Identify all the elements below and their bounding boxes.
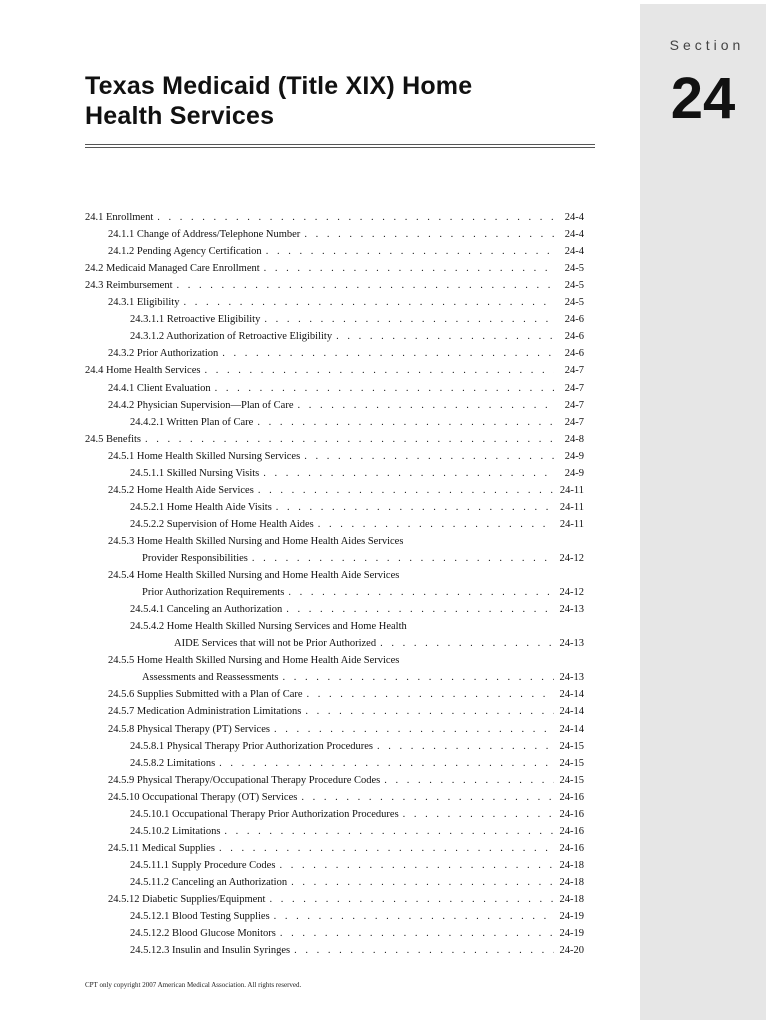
- toc-entry[interactable]: [130, 519, 584, 535]
- toc-entry-page: 24-4: [564, 212, 584, 223]
- toc-entry[interactable]: [130, 911, 584, 927]
- toc-entry-title: 24.5.1.1 Skilled Nursing Visits: [130, 467, 260, 479]
- toc-dot-leader: [274, 724, 554, 735]
- toc-entry-page: 24-13: [559, 638, 584, 650]
- toc-entry[interactable]: [108, 383, 584, 399]
- toc-dot-leader: [222, 348, 554, 359]
- toc-entry[interactable]: [108, 348, 584, 364]
- toc-entry[interactable]: [130, 826, 584, 842]
- toc-entry[interactable]: [108, 536, 403, 552]
- toc-entry[interactable]: [85, 263, 584, 279]
- toc-entry-page: 24-7: [564, 416, 584, 428]
- toc-entry-page: 24-18: [559, 894, 584, 905]
- toc-entry-title: 24.5.10 Occupational Therapy (OT) Services: [108, 791, 298, 803]
- toc-entry[interactable]: [142, 587, 584, 603]
- toc-entry-title: 24.3.1.2 Authorization of Retroactive Eligibility: [130, 331, 333, 343]
- toc-entry-title: 24.5.2.1 Home Health Aide Visits: [130, 501, 272, 513]
- toc-dot-leader: [177, 280, 555, 291]
- toc-entry-page: 24-5: [564, 280, 584, 292]
- toc-entry[interactable]: [142, 672, 584, 688]
- toc-entry-page: 24-16: [559, 825, 584, 837]
- toc-dot-leader: [318, 519, 554, 530]
- toc-entry[interactable]: [108, 400, 584, 416]
- toc-entry-page: 24-9: [564, 450, 584, 462]
- toc-dot-leader: [377, 741, 554, 752]
- toc-entry-title: 24.5.4.1 Canceling an Authorization: [130, 604, 283, 616]
- toc-entry-title: 24.5.6 Supplies Submitted with a Plan of Care: [108, 689, 303, 701]
- toc-entry-title: 24.5.9 Physical Therapy/Occupational Therapy Procedure Codes: [108, 774, 381, 786]
- toc-entry[interactable]: [108, 485, 584, 501]
- toc-entry-title: 24.5.7 Medication Administration Limitations: [108, 706, 302, 718]
- toc-dot-leader: [157, 212, 554, 223]
- toc-entry[interactable]: [85, 365, 584, 381]
- toc-dot-leader: [252, 553, 554, 564]
- toc-entry[interactable]: [130, 860, 584, 876]
- section-label: Section: [669, 37, 745, 53]
- toc-entry[interactable]: [130, 809, 584, 825]
- toc-dot-leader: [301, 792, 554, 803]
- toc-entry-title: 24.1.1 Change of Address/Telephone Number: [108, 229, 301, 241]
- toc-entry-title: 24.5.11 Medical Supplies: [108, 842, 215, 854]
- toc-entry-page: 24-11: [559, 501, 584, 513]
- toc-dot-leader: [280, 928, 554, 939]
- toc-entry-title: 24.2 Medicaid Managed Care Enrollment: [85, 263, 260, 275]
- toc-dot-leader: [266, 246, 554, 257]
- toc-entry[interactable]: [130, 621, 407, 637]
- toc-entry-title: 24.5.2.2 Supervision of Home Health Aides: [130, 518, 314, 530]
- toc-dot-leader: [297, 400, 554, 411]
- section-number: 24: [670, 66, 736, 131]
- toc-entry-title: 24.5.12.2 Blood Glucose Monitors: [130, 928, 276, 940]
- toc-entry-title: 24.5.1 Home Health Skilled Nursing Services: [108, 450, 301, 462]
- toc-dot-leader: [304, 229, 554, 240]
- toc-dot-leader: [307, 689, 554, 700]
- toc-dot-leader: [304, 451, 554, 462]
- toc-entry-title: 24.5.4 Home Health Skilled Nursing and Home Health Aide Services: [108, 570, 400, 582]
- toc-entry[interactable]: [85, 280, 584, 296]
- toc-entry-page: 24-15: [559, 740, 584, 752]
- toc-entry-page: 24-16: [559, 808, 584, 820]
- toc-dot-leader: [215, 383, 554, 394]
- toc-entry-title: AIDE Services that will not be Prior Authorized: [174, 638, 377, 650]
- toc-dot-leader: [291, 877, 554, 888]
- toc-entry[interactable]: [108, 655, 399, 671]
- toc-entry[interactable]: [108, 894, 584, 910]
- toc-dot-leader: [286, 604, 554, 615]
- toc-dot-leader: [257, 417, 554, 428]
- toc-entry-page: 24-7: [564, 365, 584, 377]
- toc-entry[interactable]: [108, 724, 584, 740]
- toc-entry-title: 24.5.12 Diabetic Supplies/Equipment: [108, 894, 266, 905]
- toc-entry-title: 24.5.5 Home Health Skilled Nursing and Home Health Aide Services: [108, 655, 400, 667]
- toc-dot-leader: [288, 587, 554, 598]
- toc-entry[interactable]: [108, 843, 584, 859]
- toc-entry[interactable]: [108, 229, 584, 245]
- toc-entry-page: 24-15: [559, 774, 584, 786]
- toc-entry-title: 24.3 Reimbursement: [85, 280, 173, 292]
- toc-entry[interactable]: [130, 468, 584, 484]
- toc-entry[interactable]: [108, 246, 584, 262]
- toc-entry-page: 24-20: [559, 945, 584, 957]
- toc-entry-page: 24-12: [559, 587, 584, 599]
- toc-entry-title: 24.3.1.1 Retroactive Eligibility: [130, 314, 261, 326]
- copyright-footer: CPT only copyright 2007 American Medical Association. All rights reserved.: [85, 981, 302, 989]
- toc-entry-page: 24-6: [564, 331, 584, 343]
- toc-entry-title: 24.1 Enrollment: [85, 212, 154, 223]
- toc-entry-page: 24-18: [559, 859, 584, 871]
- toc-dot-leader: [384, 775, 554, 786]
- toc-entry-title: 24.5.10.1 Occupational Therapy Prior Authorization Procedures: [130, 808, 399, 820]
- toc-entry-title: 24.5.2 Home Health Aide Services: [108, 484, 254, 496]
- toc-dot-leader: [276, 502, 554, 513]
- toc-entry[interactable]: [130, 314, 584, 330]
- toc-entry[interactable]: [130, 417, 584, 433]
- toc-entry[interactable]: [130, 758, 584, 774]
- toc-entry[interactable]: [108, 792, 584, 808]
- toc-entry[interactable]: [108, 706, 584, 722]
- toc-entry-page: 24-14: [559, 706, 584, 718]
- toc-entry[interactable]: [130, 741, 584, 757]
- toc-entry-page: 24-5: [564, 263, 584, 275]
- toc-entry-title: 24.3.1 Eligibility: [108, 297, 180, 309]
- toc-entry-title: 24.5.12.1 Blood Testing Supplies: [130, 911, 270, 923]
- toc-entry[interactable]: [108, 297, 584, 313]
- toc-entry[interactable]: [85, 212, 584, 228]
- toc-dot-leader: [269, 894, 554, 905]
- toc-entry-title: 24.5.10.2 Limitations: [130, 825, 221, 837]
- toc-entry-title: 24.5.11.1 Supply Procedure Codes: [130, 859, 276, 871]
- toc-entry-page: 24-9: [564, 467, 584, 479]
- toc-entry-page: 24-11: [559, 484, 584, 496]
- toc-entry[interactable]: [130, 331, 584, 347]
- toc-dot-leader: [279, 860, 554, 871]
- toc-entry-title: 24.5.8 Physical Therapy (PT) Services: [108, 723, 270, 735]
- toc-entry-page: 24-8: [564, 433, 584, 445]
- toc-dot-leader: [264, 263, 554, 274]
- toc-entry-title: 24.5.8.1 Physical Therapy Prior Authorization Procedures: [130, 740, 374, 752]
- toc-dot-leader: [258, 485, 554, 496]
- toc-entry-page: 24-18: [559, 876, 584, 888]
- toc-dot-leader: [219, 758, 554, 769]
- title-line-1: Texas Medicaid (Title XIX) Home: [85, 72, 473, 100]
- toc-entry[interactable]: [108, 689, 584, 705]
- toc-entry-title: 24.4.1 Client Evaluation: [108, 382, 211, 394]
- toc-entry-page: 24-6: [564, 348, 584, 360]
- toc-entry-page: 24-19: [559, 911, 584, 923]
- toc-entry-page: 24-14: [559, 723, 584, 735]
- toc-entry-page: 24-4: [564, 229, 584, 241]
- toc-entry[interactable]: [85, 434, 584, 450]
- toc-entry-title: Prior Authorization Requirements: [142, 587, 285, 599]
- toc-entry-title: 24.4 Home Health Services: [85, 365, 201, 377]
- toc-entry-page: 24-14: [559, 689, 584, 701]
- toc-entry[interactable]: [130, 502, 584, 518]
- toc-entry-page: 24-13: [559, 672, 584, 684]
- toc-entry-page: 24-13: [559, 604, 584, 616]
- toc-dot-leader: [283, 672, 555, 683]
- toc-entry-page: 24-6: [564, 314, 584, 326]
- toc-entry[interactable]: [130, 928, 584, 944]
- toc-entry-title: 24.4.2.1 Written Plan of Care: [130, 416, 254, 428]
- toc-entry[interactable]: [108, 570, 399, 586]
- toc-entry[interactable]: [174, 638, 584, 654]
- toc-dot-leader: [183, 297, 554, 308]
- toc-dot-leader: [380, 638, 554, 649]
- toc-dot-leader: [294, 945, 554, 956]
- toc-dot-leader: [403, 809, 554, 820]
- toc-dot-leader: [145, 434, 554, 445]
- toc-entry-page: 24-7: [564, 399, 584, 411]
- toc-dot-leader: [219, 843, 554, 854]
- toc-entry-page: 24-5: [564, 297, 584, 309]
- toc-entry-title: Provider Responsibilities: [142, 553, 248, 564]
- toc-dot-leader: [274, 911, 554, 922]
- toc-entry-title: 24.4.2 Physician Supervision—Plan of Care: [108, 399, 294, 411]
- toc-dot-leader: [264, 314, 554, 325]
- toc-entry-title: 24.5.11.2 Canceling an Authorization: [130, 876, 288, 888]
- toc-entry-title: 24.5 Benefits: [85, 433, 141, 445]
- toc-entry[interactable]: [142, 553, 584, 569]
- toc-entry-page: 24-15: [559, 757, 584, 769]
- toc-dot-leader: [224, 826, 554, 837]
- toc-entry[interactable]: [108, 775, 584, 791]
- title-line-2: Health Services: [85, 102, 275, 130]
- toc-entry-title: 24.1.2 Pending Agency Certification: [108, 246, 262, 258]
- toc-entry-page: 24-19: [559, 928, 584, 940]
- toc-entry-title: 24.5.12.3 Insulin and Insulin Syringes: [130, 945, 291, 957]
- toc-dot-leader: [305, 706, 554, 717]
- toc-entry[interactable]: [130, 877, 584, 893]
- toc-entry-page: 24-16: [559, 791, 584, 803]
- toc-entry-page: 24-16: [559, 842, 584, 854]
- toc-entry-title: Assessments and Reassessments: [142, 672, 279, 684]
- toc-entry[interactable]: [108, 451, 584, 467]
- toc-entry-page: 24-7: [564, 382, 584, 394]
- toc-entry-page: 24-4: [564, 246, 584, 258]
- toc-entry-title: 24.5.3 Home Health Skilled Nursing and Home Health Aides Services: [108, 535, 404, 547]
- toc-entry[interactable]: [130, 604, 584, 620]
- toc-dot-leader: [263, 468, 554, 479]
- toc-entry-page: 24-11: [559, 518, 584, 530]
- toc-entry-title: 24.5.8.2 Limitations: [130, 757, 216, 769]
- toc-entry-page: 24-12: [559, 553, 584, 564]
- toc-dot-leader: [204, 365, 554, 376]
- toc-entry-title: 24.3.2 Prior Authorization: [108, 348, 219, 360]
- toc-entry[interactable]: [130, 945, 584, 961]
- toc-entry-title: 24.5.4.2 Home Health Skilled Nursing Services and Home Health: [130, 621, 407, 633]
- toc-dot-leader: [336, 331, 554, 342]
